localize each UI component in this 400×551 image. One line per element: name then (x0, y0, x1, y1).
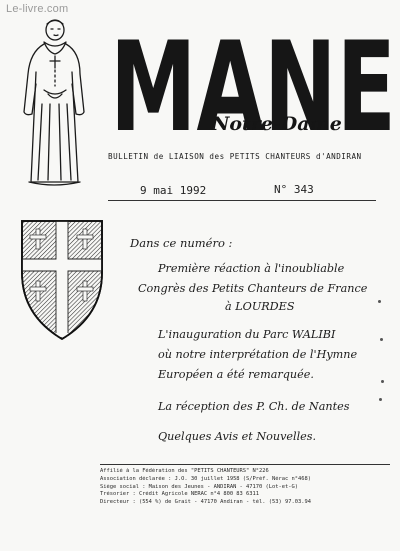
footer-line: Trésorier : Crédit Agricole NERAC n°4 800 83 6311 (100, 491, 260, 498)
footer-line: Affilié à la Fédération des "PETITS CHANTEURS" N°226 (100, 468, 269, 474)
contents-line-2: Congrès des Petits Chanteurs de France (138, 282, 368, 295)
contents-line-7: La réception des P. Ch. de Nantes (158, 400, 350, 413)
masthead-title-text: MANE (110, 18, 396, 140)
issue-number: N° 343 (274, 183, 314, 196)
header-divider (108, 200, 376, 201)
footer-line: Siège social : Maison des Jeunes - ANDIRAN - 47170 (Lot-et-G) (100, 483, 298, 490)
speck (380, 338, 383, 341)
bulletin-subtitle: BULLETIN de LIAISON des PETITS CHANTEURS d'ANDIRAN (108, 152, 362, 161)
speck (379, 398, 382, 401)
watermark: Le-livre.com (6, 3, 69, 15)
footer-line: Directeur : (554 %) de Grait - 47170 Andiran - tél. (53) 97.03.94 (100, 499, 311, 506)
contents-line-8: Quelques Avis et Nouvelles. (158, 430, 317, 443)
contents-heading: Dans ce numéro : (130, 236, 233, 250)
footer-line: Association déclarée : J.O. 30 juillet 1958 (S/Préf. Nérac n°468) (100, 475, 311, 482)
masthead-subtitle: Notre-Dame (212, 113, 342, 135)
contents-line-5: où notre interprétation de l'Hymne (158, 348, 358, 361)
footer-info (100, 468, 396, 507)
contents-line-4: L'inauguration du Parc WALIBI (158, 328, 336, 341)
contents-line-1: Première réaction à l'inoubliable (158, 262, 345, 275)
contents-line-6: Européen a été remarquée. (158, 368, 314, 381)
footer-divider (100, 464, 390, 465)
issue-date: 9 mai 1992 (140, 184, 207, 197)
monk-illustration-icon (14, 12, 92, 194)
speck (381, 380, 384, 383)
coat-of-arms-shield-icon (18, 215, 106, 343)
contents-line-3: à LOURDES (225, 300, 295, 313)
speck (378, 300, 381, 303)
